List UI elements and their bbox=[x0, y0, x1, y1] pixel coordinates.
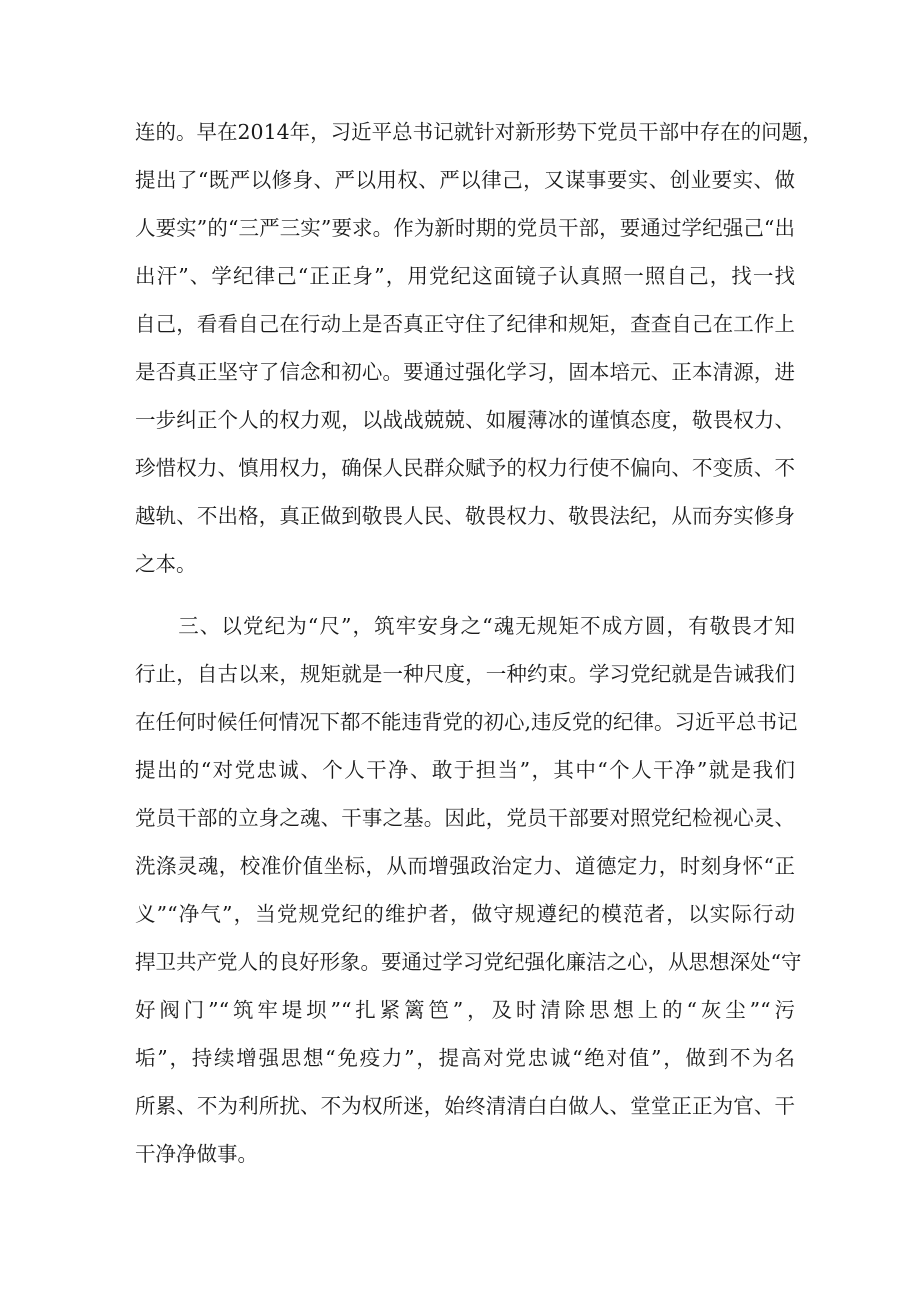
text-line: 垢”，持续增强思想“免疫力”，提高对党忠诚“绝对值”，做到不为名 bbox=[135, 1046, 795, 1070]
text-line: 自己，看看自己在行动上是否真正守住了纪律和规矩，查查自己在工作上 bbox=[135, 312, 795, 336]
text-line: 提出了“既严以修身、严以用权、严以律己，又谋事要实、创业要实、做 bbox=[135, 168, 795, 192]
text-line: 是否真正坚守了信念和初心。要通过强化学习，固本培元、正本清源，进 bbox=[135, 360, 795, 384]
paragraph-1 bbox=[135, 108, 823, 588]
text-line: 人要实”的“三严三实”要求。作为新时期的党员干部，要通过学纪强己“出 bbox=[135, 216, 795, 240]
text-line: 行止，自古以来，规矩就是一种尺度，一种约束。学习党纪就是告诫我们 bbox=[135, 662, 795, 686]
text-line: 洗涤灵魂，校准价值坐标，从而增强政治定力、道德定力，时刻身怀“正 bbox=[135, 854, 795, 878]
text-line: 义”“净气”，当党规党纪的维护者，做守规遵纪的模范者，以实际行动 bbox=[135, 902, 795, 926]
text-line: 之本。 bbox=[135, 552, 197, 576]
text-line: 一步纠正个人的权力观，以战战兢兢、如履薄冰的谨慎态度，敬畏权力、 bbox=[135, 408, 795, 432]
text-line: 珍惜权力、慎用权力，确保人民群众赋予的权力行使不偏向、不变质、不 bbox=[135, 456, 795, 480]
text-line: 捍卫共产党人的良好形象。要通过学习党纪强化廉洁之心，从思想深处“守 bbox=[135, 950, 802, 974]
text-line: 出汗”、学纪律己“正正身”，用党纪这面镜子认真照一照自己，找一找 bbox=[135, 264, 795, 288]
text-line: 三、以党纪为“尺”，筑牢安身之“魂无规矩不成方圆，有敬畏才知 bbox=[135, 614, 795, 638]
text-line: 干净净做事。 bbox=[135, 1142, 258, 1166]
text-line: 党员干部的立身之魂、干事之基。因此，党员干部要对照党纪检视心灵、 bbox=[135, 806, 795, 830]
text-line: 好阀门”“筑牢堤坝”“扎紧篱笆”，及时清除思想上的“灰尘”“污 bbox=[135, 998, 795, 1022]
text-line: 越轨、不出格，真正做到敬畏人民、敬畏权力、敬畏法纪，从而夯实修身 bbox=[135, 504, 795, 528]
text-line: 在任何时候任何情况下都不能违背党的初心,违反党的纪律。习近平总书记 bbox=[135, 710, 798, 734]
text-line: 连的。早在2014年，习近平总书记就针对新形势下党员干部中存在的问题， bbox=[135, 120, 823, 144]
paragraph-2 bbox=[135, 602, 802, 1178]
text-line: 所累、不为利所扰、不为权所迷，始终清清白白做人、堂堂正正为官、干 bbox=[135, 1094, 795, 1118]
text-line: 提出的“对党忠诚、个人干净、敢于担当”，其中“个人干净”就是我们 bbox=[135, 758, 795, 782]
